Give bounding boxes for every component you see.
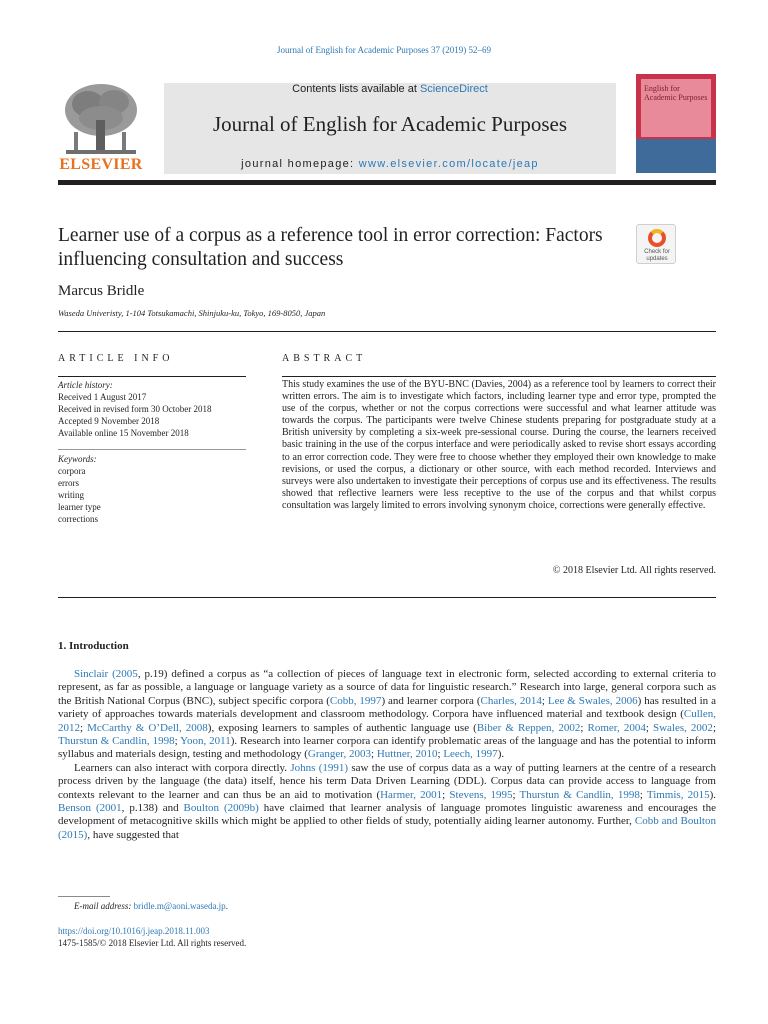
paragraph-text: ;	[712, 721, 716, 734]
paragraph-text: ;	[639, 788, 647, 801]
journal-cover-thumbnail[interactable]	[636, 74, 716, 173]
paragraph-text: saw the use of corpus data as a way of putting learners at the centre of a research process driven by the language (the data) itself, hence his term Data Driven Learning (DDL). Corpus data can provide access to language from contexts relevant to the learner and can thus be an aid to motivation (	[58, 761, 717, 801]
keyword-item: errors	[58, 478, 79, 488]
paragraph-text: ). Research into learner corpora can identify problematic areas of the language and has the potential to inform syllabus and materials design, testing and methodology (	[58, 735, 716, 761]
keywords-label: Keywords:	[58, 454, 97, 464]
history-item: Received 1 August 2017	[58, 392, 147, 402]
paragraph-text: ) has resulted in a variety of approaches towards materials development and classroom methodology. Corpora have influenced material and textbook design (	[58, 694, 716, 721]
homepage-link[interactable]: www.elsevier.com/locate/jeap	[358, 158, 539, 170]
citation-link[interactable]: Cullen, 2012	[58, 708, 716, 734]
article-history	[58, 379, 248, 439]
publisher-wordmark: ELSEVIER	[59, 156, 143, 173]
crossmark-label: Check for updates	[644, 249, 670, 262]
tree-icon	[58, 80, 144, 158]
email-label: E-mail address:	[74, 901, 132, 911]
history-item: Received in revised form 30 October 2018	[58, 404, 212, 414]
homepage-prefix: journal homepage:	[241, 158, 359, 170]
section-divider	[58, 331, 716, 332]
paragraph-text: ).	[497, 748, 505, 761]
paragraph-text: have claimed that learner analysis of language promotes linguistic awareness and encourages the development of metacognitive skills which might be applied to other fields of study, potentially aiding learner autonomy. Further,	[58, 802, 716, 828]
citation-link[interactable]: Biber & Reppen, 2002	[476, 721, 581, 734]
doi-block	[58, 926, 246, 949]
paragraph-text: ;	[645, 721, 653, 734]
contents-line	[164, 83, 616, 95]
crossmark-icon	[648, 229, 666, 247]
citation-link[interactable]: Granger, 2003	[307, 748, 372, 761]
citation-link[interactable]: Romer, 2004	[587, 721, 646, 734]
article-info-heading: ARTICLE INFO	[58, 353, 174, 364]
history-item: Accepted 9 November 2018	[58, 416, 160, 426]
citation-link[interactable]: Harmer, 2001	[380, 788, 443, 801]
section-heading-introduction: 1. Introduction	[58, 640, 129, 652]
author-name[interactable]: Marcus Bridle	[58, 283, 145, 299]
citation-link[interactable]: Stevens, 1995	[449, 788, 513, 801]
citation-link[interactable]: McCarthy & O’Dell, 2008	[87, 721, 208, 734]
journal-name: Journal of English for Academic Purposes	[212, 112, 568, 136]
email-suffix: .	[225, 901, 228, 911]
citation-link[interactable]: Yoon, 2011	[180, 735, 231, 748]
paragraph	[58, 762, 716, 842]
footnote-divider	[58, 896, 110, 897]
citation-link[interactable]: Thurstun & Candlin, 1998	[58, 735, 175, 748]
abstract-text: This study examines the use of the BYU-BNC (Davies, 2004) as a reference tool by learners to correct their written errors. The aim is to investigate which factors, including learner type and error type, prompted the use of the corpus, whether or not the corpus corrections were successful and what learner attitude was towards the corpus. The participants were twelve Chinese students preparing for postgraduate study at a British university by completing a six-week pre-sessional course. During the course, the learners received basic training in the use of the corpus interface and were periodically asked to revise short essays according to an error correction code. They were free to choose whether they employed their own knowledge to make revisions, or used the corpus, a dictionary or other source, with each method recorded. Interviews and surveys were also undertaken to investigate their perceptions of corpus use and its effectiveness. The results showed that reflective learners were less receptive to the use of the corpus and that whilst corpus consultation was largely limited to errors involving synonym choice, corrections were generally effective.	[282, 379, 716, 511]
citation-link[interactable]: Swales, 2002	[652, 721, 713, 734]
contents-prefix: Contents lists available at	[292, 83, 420, 95]
abstract-divider	[282, 376, 716, 377]
paragraph-text: ;	[371, 748, 377, 761]
paragraph-text: ).	[709, 788, 717, 801]
paragraph-text: , have suggested that	[87, 828, 179, 841]
history-item: Available online 15 November 2018	[58, 428, 189, 438]
citation-link[interactable]: Johns (1991)	[290, 761, 349, 774]
citation-link[interactable]: Sinclair (2005	[74, 668, 138, 680]
keyword-item: corrections	[58, 514, 98, 524]
citation-link[interactable]: Thurstun & Candlin, 1998	[519, 788, 640, 801]
paragraph-text: Learners can also interact with corpora directly.	[74, 761, 291, 774]
paragraph-text: , p.138) and	[121, 802, 184, 815]
article-title: Learner use of a corpus as a reference tool in error correction: Factors influencing consultation and success	[58, 225, 603, 270]
citation-link[interactable]: Lee & Swales, 2006	[547, 694, 638, 707]
paragraph-text: ;	[437, 748, 444, 761]
doi-link[interactable]: https://doi.org/10.1016/j.jeap.2018.11.003	[58, 926, 210, 936]
citation-link[interactable]: Timmis, 2015	[646, 788, 710, 801]
keyword-item: corpora	[58, 466, 86, 476]
keywords-divider	[58, 449, 246, 450]
citation-link[interactable]: Boulton (2009b)	[183, 802, 259, 815]
author-email-footnote	[74, 901, 228, 911]
cover-title: English for Academic Purposes	[644, 84, 708, 102]
paragraph-text: ;	[512, 788, 520, 801]
keyword-item: learner type	[58, 502, 101, 512]
paragraph-text: ;	[442, 788, 450, 801]
keywords-block	[58, 453, 248, 525]
info-divider	[58, 376, 246, 377]
citation-link[interactable]: Cobb, 1997	[329, 694, 382, 707]
paragraph-text: ;	[80, 721, 88, 734]
citation-link[interactable]: Benson (2001	[58, 802, 122, 815]
author-affiliation: Waseda Univeristy, 1-104 Totsukamachi, Shinjuku-ku, Tokyo, 169-8050, Japan	[58, 308, 326, 318]
paragraph-text: ;	[580, 721, 588, 734]
introduction-body	[58, 668, 716, 842]
citation-link[interactable]: Huttner, 2010	[376, 748, 438, 761]
issn-copyright: 1475-1585/© 2018 Elsevier Ltd. All rights reserved.	[58, 937, 247, 948]
citation-link[interactable]: Charles, 2014	[480, 694, 542, 707]
paragraph	[58, 668, 716, 762]
paragraph-text: ;	[541, 694, 548, 707]
paragraph-text: , p.19) defined a corpus as “a collection of pieces of language text in electronic form, selected according to external criteria to represent, as far as possible, a language or language variety as a source of data for linguistic research.” Research into large, general corpora such as the British National Corpus (BNC), subject specific corpora (	[58, 668, 716, 707]
history-label: Article history:	[58, 380, 113, 390]
paragraph-text: ;	[174, 735, 181, 748]
journal-masthead	[58, 73, 716, 185]
masthead-divider	[58, 180, 716, 185]
paragraph-text: ) and learner corpora (	[381, 694, 481, 707]
paragraph-text: ), exposing learners to samples of authentic language use (	[207, 721, 477, 734]
sciencedirect-link[interactable]: ScienceDirect	[419, 83, 488, 95]
keyword-item: writing	[58, 490, 84, 500]
cover-band	[636, 139, 716, 173]
citation-link[interactable]: Cobb and Boulton (2015)	[58, 815, 716, 841]
email-link[interactable]: bridle.m@aoni.waseda.jp	[133, 901, 226, 911]
abstract-copyright: © 2018 Elsevier Ltd. All rights reserved.	[552, 565, 716, 576]
homepage-line	[164, 158, 616, 170]
masthead-banner	[164, 83, 616, 174]
citation-link[interactable]: Leech, 1997	[443, 748, 498, 761]
check-for-updates-button[interactable]	[636, 224, 676, 264]
abstract-heading: ABSTRACT	[282, 353, 367, 364]
journal-citation-link[interactable]: Journal of English for Academic Purposes 37 (2019) 52–69	[277, 45, 491, 55]
abstract-end-divider	[58, 597, 716, 598]
